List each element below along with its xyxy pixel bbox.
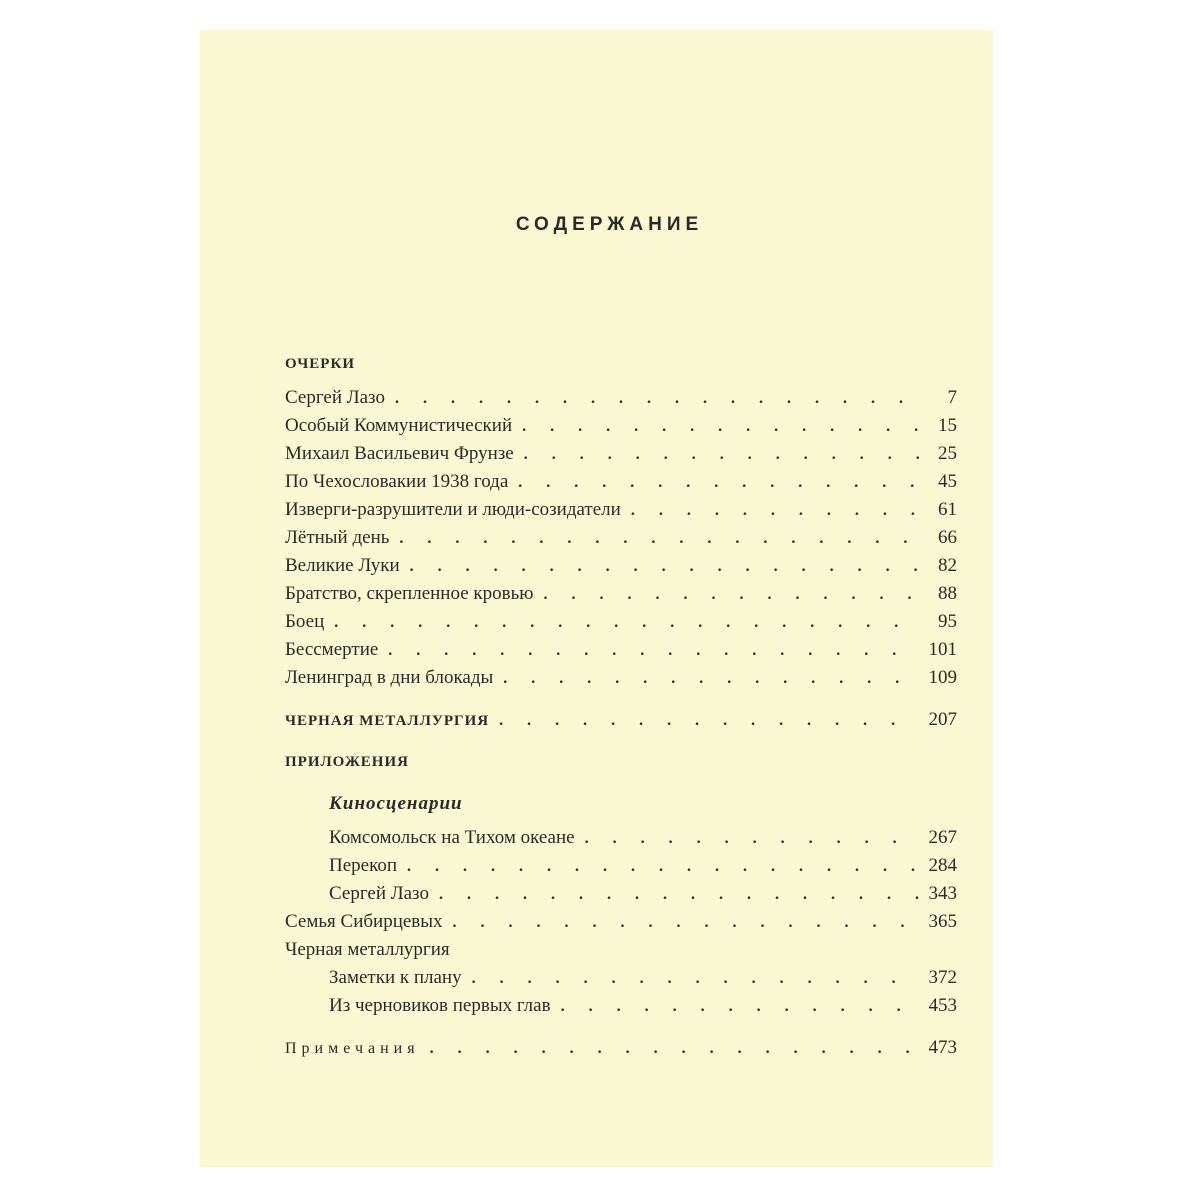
section-title-appendix: ПРИЛОЖЕНИЯ bbox=[285, 754, 409, 770]
entry-title: Великие Луки bbox=[285, 555, 400, 576]
entry-title: Лётный день bbox=[285, 527, 390, 548]
entry-title: Боец bbox=[285, 611, 325, 632]
toc-entry-family[interactable] bbox=[285, 908, 957, 936]
entry-title: Ленинград в дни блокады bbox=[285, 667, 494, 688]
entry-title: Изверги-разрушители и люди-созидатели bbox=[285, 499, 621, 520]
dot-leader bbox=[334, 609, 919, 637]
entry-page: 25 bbox=[938, 443, 957, 464]
entry-title: Михаил Васильевич Фрунзе bbox=[285, 443, 514, 464]
dot-leader bbox=[395, 385, 919, 413]
toc-entry[interactable] bbox=[285, 552, 957, 580]
screenplay-list bbox=[285, 824, 957, 908]
entry-page: 61 bbox=[938, 499, 957, 520]
dot-leader bbox=[499, 707, 919, 735]
toc-entry-notes[interactable] bbox=[285, 1034, 957, 1062]
entry-page: 66 bbox=[938, 527, 957, 548]
subsection-title-screenplays: Киносценарии bbox=[329, 793, 463, 814]
table-of-contents bbox=[285, 350, 957, 1062]
toc-entry[interactable] bbox=[285, 580, 957, 608]
toc-entry[interactable] bbox=[285, 824, 957, 852]
entry-page: 453 bbox=[928, 995, 957, 1016]
toc-entry[interactable] bbox=[285, 608, 957, 636]
entry-page: 267 bbox=[928, 827, 957, 848]
entry-title: Из черновиков первых глав bbox=[329, 995, 551, 1016]
toc-entry[interactable] bbox=[285, 384, 957, 412]
entry-page: 82 bbox=[938, 555, 957, 576]
entry-page: 95 bbox=[938, 611, 957, 632]
dot-leader bbox=[439, 881, 919, 909]
entry-title: Бессмертие bbox=[285, 639, 379, 660]
dot-leader bbox=[388, 637, 919, 665]
contents-heading: СОДЕРЖАНИЕ bbox=[515, 214, 704, 235]
entry-page: 284 bbox=[928, 855, 957, 876]
toc-entry[interactable] bbox=[285, 964, 957, 992]
dot-leader bbox=[430, 1035, 919, 1063]
entry-title: По Чехословакии 1938 года bbox=[285, 471, 509, 492]
entry-page: 365 bbox=[928, 911, 957, 932]
toc-entry[interactable] bbox=[285, 496, 957, 524]
toc-group-metallurgy bbox=[285, 936, 957, 964]
dot-leader bbox=[631, 497, 919, 525]
entry-title: ЧЕРНАЯ МЕТАЛЛУРГИЯ bbox=[285, 713, 490, 729]
dot-leader bbox=[399, 525, 919, 553]
group-title: Черная металлургия bbox=[285, 939, 450, 960]
toc-entry[interactable] bbox=[285, 880, 957, 908]
dot-leader bbox=[543, 581, 919, 609]
dot-leader bbox=[453, 909, 919, 937]
entry-title: Сергей Лазо bbox=[285, 387, 385, 408]
toc-entry-metallurgy[interactable] bbox=[285, 706, 957, 734]
entry-page: 7 bbox=[947, 387, 957, 408]
toc-entry[interactable] bbox=[285, 664, 957, 692]
entry-page: 473 bbox=[928, 1037, 957, 1058]
entry-page: 88 bbox=[938, 583, 957, 604]
metallurgy-list bbox=[285, 964, 957, 1020]
dot-leader bbox=[503, 665, 919, 693]
entry-title: Перекоп bbox=[329, 855, 398, 876]
book-page bbox=[200, 30, 993, 1167]
toc-entry[interactable] bbox=[285, 468, 957, 496]
toc-entry[interactable] bbox=[285, 412, 957, 440]
dot-leader bbox=[407, 853, 919, 881]
entry-title: Примечания bbox=[285, 1040, 420, 1057]
entry-page: 343 bbox=[928, 883, 957, 904]
entry-title: Сергей Лазо bbox=[329, 883, 429, 904]
entry-title: Комсомольск на Тихом океане bbox=[329, 827, 575, 848]
section-title-ocherki: ОЧЕРКИ bbox=[285, 356, 356, 372]
entry-title: Семья Сибирцевых bbox=[285, 911, 443, 932]
toc-entry[interactable] bbox=[285, 440, 957, 468]
dot-leader bbox=[522, 413, 919, 441]
dot-leader bbox=[472, 965, 919, 993]
dot-leader bbox=[518, 469, 919, 497]
toc-entry[interactable] bbox=[285, 524, 957, 552]
entry-title: Заметки к плану bbox=[329, 967, 462, 988]
entry-page: 45 bbox=[938, 471, 957, 492]
entry-title: Особый Коммунистический bbox=[285, 415, 513, 436]
toc-entry[interactable] bbox=[285, 852, 957, 880]
dot-leader bbox=[410, 553, 919, 581]
entry-page: 15 bbox=[938, 415, 957, 436]
dot-leader bbox=[561, 993, 919, 1021]
toc-entry[interactable] bbox=[285, 636, 957, 664]
ocherki-list bbox=[285, 384, 957, 692]
toc-entry[interactable] bbox=[285, 992, 957, 1020]
entry-page: 372 bbox=[928, 967, 957, 988]
entry-title: Братство, скрепленное кровью bbox=[285, 583, 534, 604]
dot-leader bbox=[524, 441, 919, 469]
entry-page: 207 bbox=[928, 709, 957, 730]
entry-page: 109 bbox=[928, 667, 957, 688]
dot-leader bbox=[585, 825, 919, 853]
entry-page: 101 bbox=[928, 639, 957, 660]
